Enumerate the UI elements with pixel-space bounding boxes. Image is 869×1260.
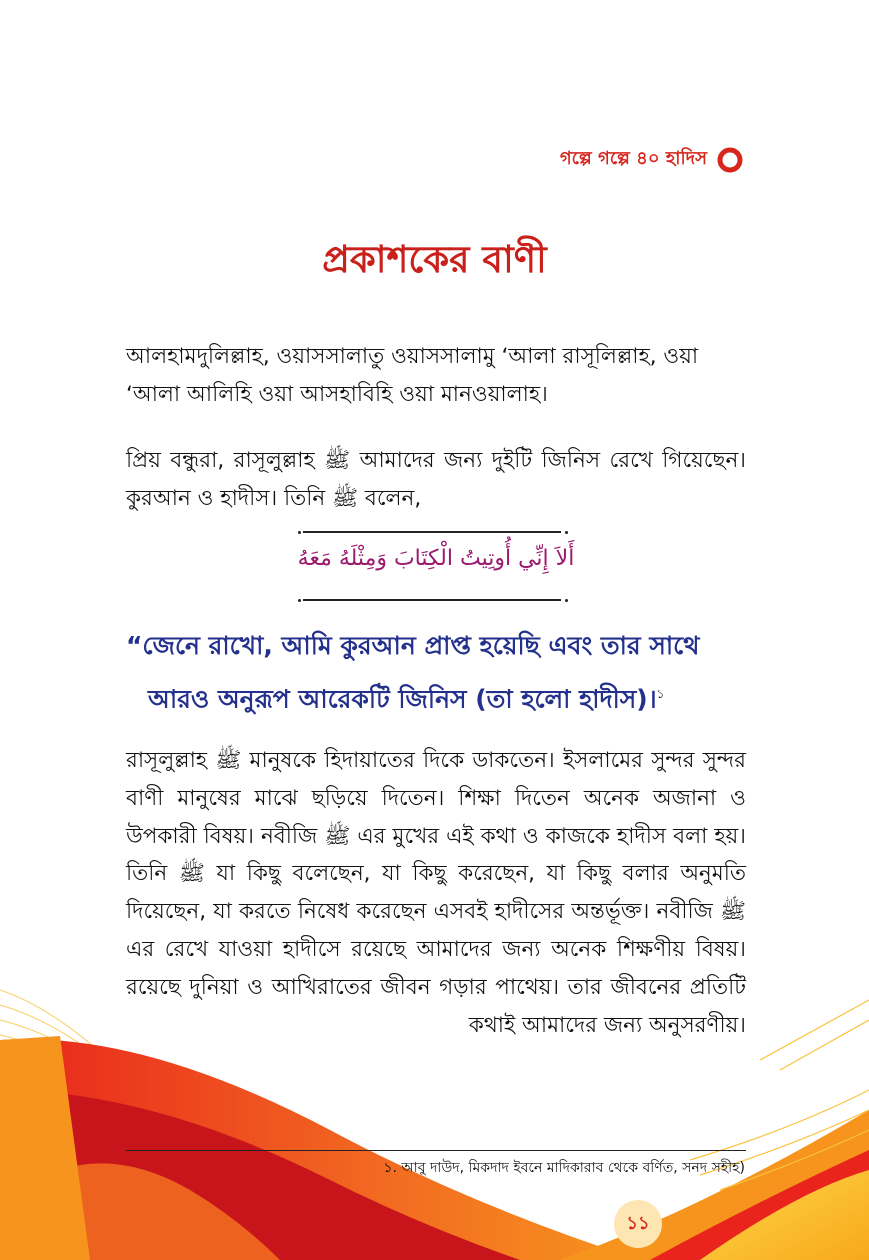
arabic-bottom-rule [303, 599, 561, 601]
translation-line-2 [126, 670, 746, 723]
hadith-translation [126, 622, 746, 723]
running-header [560, 144, 743, 175]
body-paragraph: রাসূলুল্লাহ ﷺ মানুষকে হিদায়াতের দিকে ডাকতেন। ইসলামের সুন্দর সুন্দর বাণী মানুষের মাঝে ছড়িয়ে দিতেন। শিক্ষা দিতেন অনেক অজানা ও উপকারী বিষয়। নবীজি ﷺ এর মুখের এই কথা ও কাজকে হাদীস বলা হয়। তিনি ﷺ যা কিছু বলেছেন, যা কিছু করেছেন, যা কিছু বলার অনুমতি দিয়েছেন, যা করতে নিষেধ করেছেন এসবই হাদীসের অন্তর্ভূক্ত। নবীজি ﷺ এর রেখে যাওয়া হাদীসে রয়েছে আমাদের জন্য অনেক শিক্ষণীয় বিষয়। রয়েছে দুনিয়া ও আখিরাতের জীবন গড়ার পাথেয়। তার জীবনের প্রতিটি কথাই আমাদের জন্য অনুসরণীয়। [126, 748, 746, 1038]
ring-icon [717, 147, 743, 173]
footnote-divider [126, 1150, 746, 1151]
arabic-bottom-rule-dot-left [298, 599, 301, 602]
translation-line-2-text: আরও অনুরূপ আরেকটি জিনিস (তা হলো হাদীস)। [148, 684, 657, 714]
intro-paragraph: প্রিয় বন্ধুরা, রাসূলুল্লাহ ﷺ আমাদের জন্য দুইটি জিনিস রেখে গিয়েছেন। কুরআন ও হাদীস। তিনি ﷺ বলেন, [126, 448, 746, 511]
arabic-top-rule [303, 531, 561, 533]
opening-paragraph: আলহামদুলিল্লাহ, ওয়াসসালাতু ওয়াসসালামু ‘আলা রাসূলিল্লাহ, ওয়া ‘আলা আলিহি ওয়া আসহাবিহি ওয়া মানওয়ালাহ। [126, 344, 699, 407]
translation-line-1: “জেনে রাখো, আমি কুরআন প্রাপ্ত হয়েছি এবং তার সাথে [126, 631, 700, 660]
running-title: গল্পে গল্পে ৪০ হাদিস [559, 148, 707, 169]
footnote: ১. আবু দাউদ, মিকদাদ ইবনে মাদিকারাব থেকে বর্ণিত, সনদ সহীহ) [383, 1160, 745, 1176]
arabic-top-rule-dot-left [298, 531, 301, 534]
hadith-arabic: أَلاَ إِنِّي أُوتِيتُ الْكِتَابَ وَمِثْلَهُ مَعَهُ [297, 546, 575, 571]
page-title: প্রকাশকের বাণী [322, 238, 547, 281]
arabic-bottom-rule-dot-right [565, 599, 568, 602]
footnote-marker[interactable]: ১ [656, 687, 665, 701]
arabic-top-rule-dot-right [565, 531, 568, 534]
page-number: ১১ [614, 1200, 662, 1248]
